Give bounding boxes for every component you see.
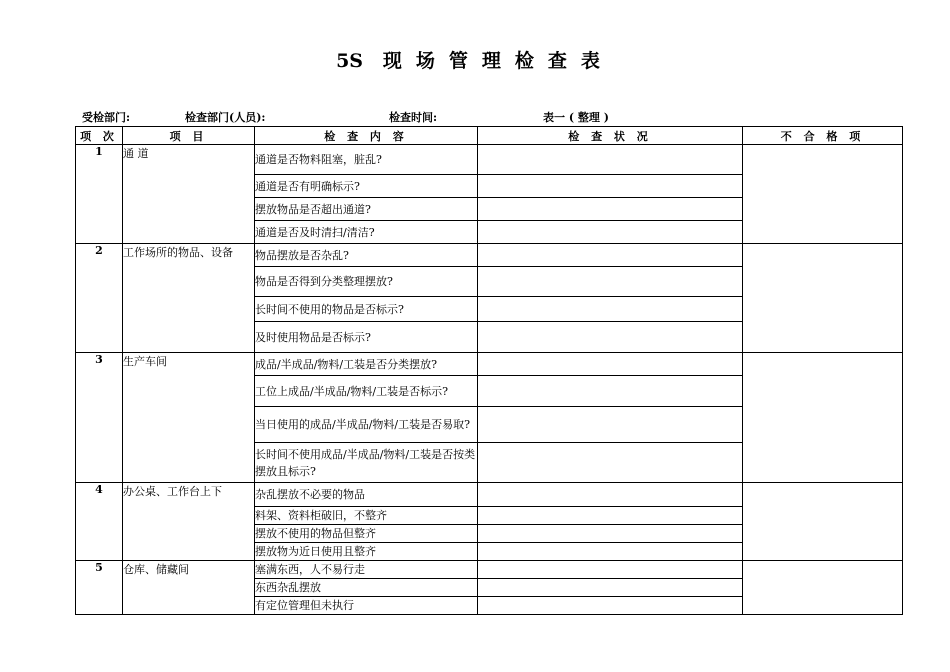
table-row <box>76 244 903 267</box>
nonconforming-cell[interactable] <box>743 145 903 244</box>
header-item: 项 目 <box>123 127 255 145</box>
nonconforming-cell[interactable] <box>743 244 903 353</box>
check-content: 物品摆放是否杂乱? <box>255 244 478 267</box>
check-content: 通道是否有明确标示? <box>255 175 478 198</box>
check-content: 成品/半成品/物料/工装是否分类摆放? <box>255 353 478 376</box>
group-item: 办公桌、工作台上下 <box>123 483 255 561</box>
check-content: 有定位管理但未执行 <box>255 597 478 615</box>
group-item: 仓库、储藏间 <box>123 561 255 615</box>
header-nonconforming: 不 合 格 项 <box>743 127 903 145</box>
check-status-cell[interactable] <box>478 175 743 198</box>
check-status-cell[interactable] <box>478 407 743 443</box>
check-status-cell[interactable] <box>478 322 743 353</box>
check-status-cell[interactable] <box>478 543 743 561</box>
check-content: 物品是否得到分类整理摆放? <box>255 267 478 297</box>
check-status-cell[interactable] <box>478 579 743 597</box>
check-content: 摆放不使用的物品但整齐 <box>255 525 478 543</box>
inspector-label: 检查部门(人员): <box>185 111 266 124</box>
check-content: 塞满东西，人不易行走 <box>255 561 478 579</box>
inspection-time-label: 检查时间: <box>389 111 438 124</box>
check-status-cell[interactable] <box>478 525 743 543</box>
table-number-label: 表一 ( 整理 ) <box>543 111 609 124</box>
nonconforming-cell[interactable] <box>743 353 903 483</box>
table-header-row <box>76 127 903 145</box>
group-item: 通 道 <box>123 145 255 244</box>
group-number: 4 <box>76 483 123 561</box>
check-status-cell[interactable] <box>478 507 743 525</box>
check-status-cell[interactable] <box>478 561 743 579</box>
check-content: 通道是否物料阻塞，脏乱? <box>255 145 478 175</box>
title-text: 现场管理检查表 <box>382 50 614 72</box>
check-content: 工位上成品/半成品/物料/工装是否标示? <box>255 376 478 407</box>
check-content: 东西杂乱摆放 <box>255 579 478 597</box>
check-content: 及时使用物品是否标示? <box>255 322 478 353</box>
group-item: 工作场所的物品、设备 <box>123 244 255 353</box>
check-content: 摆放物品是否超出通道? <box>255 198 478 221</box>
check-status-cell[interactable] <box>478 443 743 483</box>
check-status-cell[interactable] <box>478 221 743 244</box>
check-status-cell[interactable] <box>478 198 743 221</box>
header-status: 检 查 状 况 <box>478 127 743 145</box>
header-num: 项 次 <box>76 127 123 145</box>
group-number: 5 <box>76 561 123 615</box>
table-body <box>76 145 903 615</box>
check-status-cell[interactable] <box>478 145 743 175</box>
inspection-table <box>75 126 903 615</box>
check-content: 长时间不使用的物品是否标示? <box>255 297 478 322</box>
check-content: 杂乱摆放不必要的物品 <box>255 483 478 507</box>
check-content: 当日使用的成品/半成品/物料/工装是否易取? <box>255 407 478 443</box>
check-content: 长时间不使用成品/半成品/物料/工装是否按类摆放且标示? <box>255 443 478 483</box>
check-status-cell[interactable] <box>478 376 743 407</box>
check-status-cell[interactable] <box>478 483 743 507</box>
nonconforming-cell[interactable] <box>743 483 903 561</box>
header-content: 检 查 内 容 <box>255 127 478 145</box>
check-content: 通道是否及时清扫/清洁? <box>255 221 478 244</box>
table-row <box>76 145 903 175</box>
check-status-cell[interactable] <box>478 297 743 322</box>
group-number: 2 <box>76 244 123 353</box>
check-status-cell[interactable] <box>478 267 743 297</box>
page-title <box>0 46 950 73</box>
check-content: 料架、资料柜破旧，不整齐 <box>255 507 478 525</box>
check-status-cell[interactable] <box>478 597 743 615</box>
table-row <box>76 353 903 376</box>
check-status-cell[interactable] <box>478 353 743 376</box>
check-status-cell[interactable] <box>478 244 743 267</box>
check-content: 摆放物为近日使用且整齐 <box>255 543 478 561</box>
table-row <box>76 561 903 579</box>
title-prefix: 5S <box>336 50 364 72</box>
group-number: 3 <box>76 353 123 483</box>
group-number: 1 <box>76 145 123 244</box>
group-item: 生产车间 <box>123 353 255 483</box>
nonconforming-cell[interactable] <box>743 561 903 615</box>
inspected-dept-label: 受检部门: <box>82 111 131 124</box>
table-row <box>76 483 903 507</box>
